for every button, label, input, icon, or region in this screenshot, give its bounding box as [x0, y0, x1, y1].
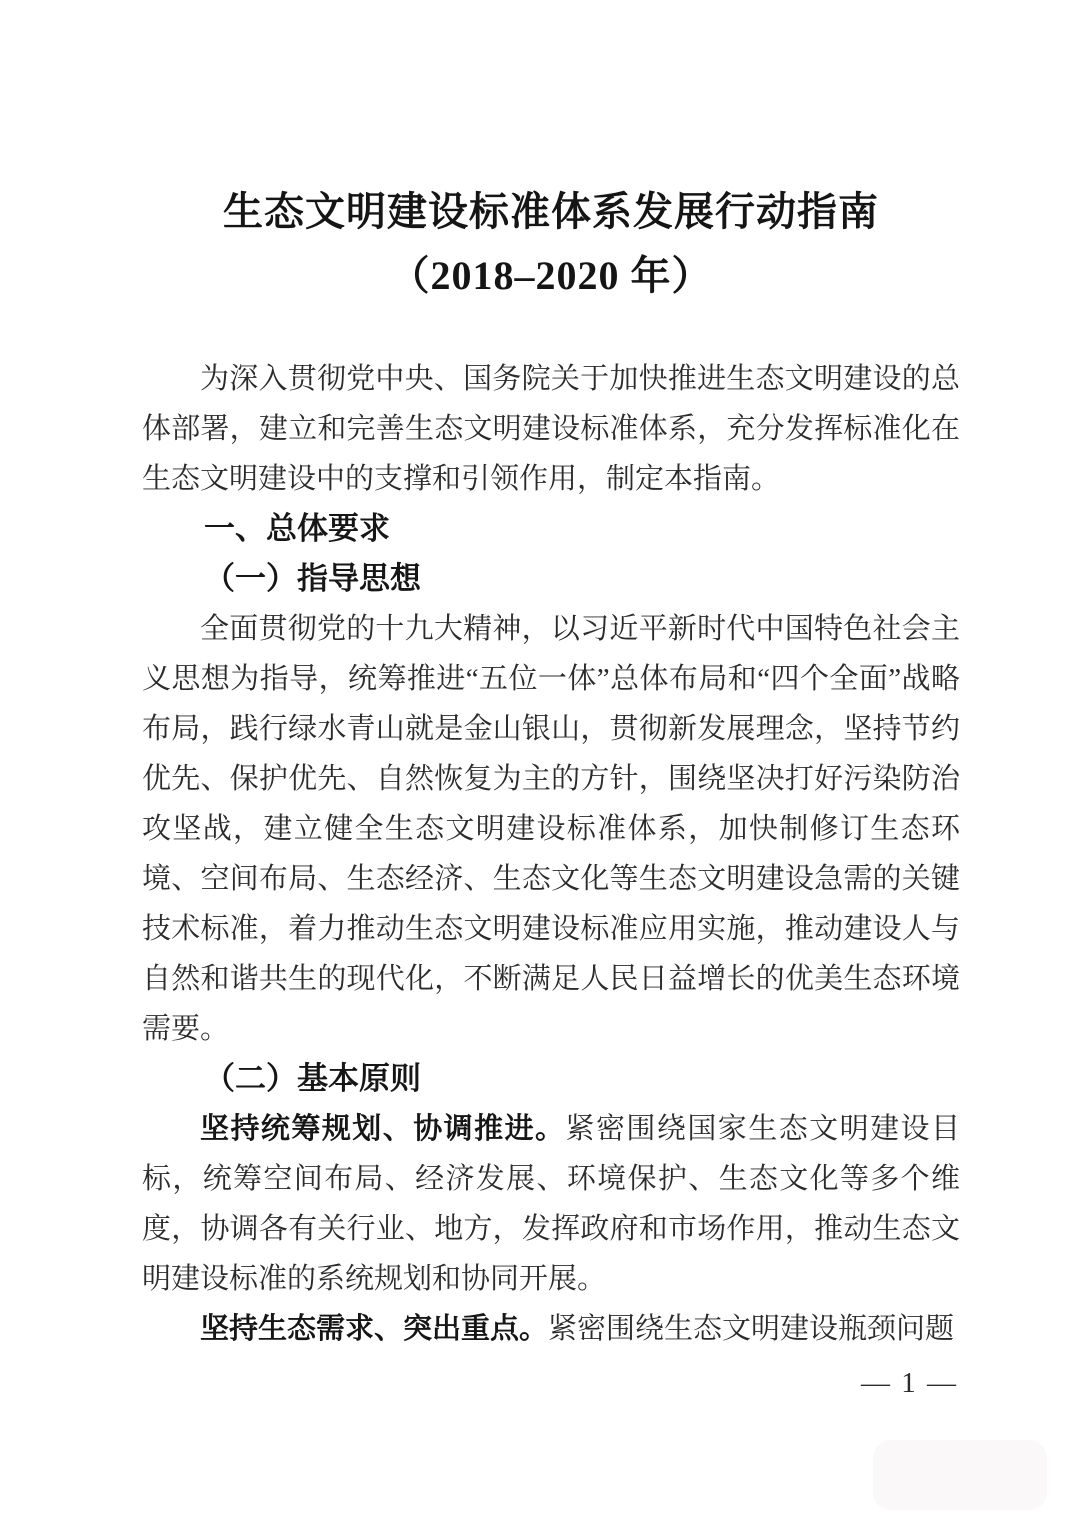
page-number: — 1 — [861, 1367, 958, 1399]
document-header [142, 180, 960, 308]
document-title-line1: 生态文明建设标准体系发展行动指南 [223, 189, 879, 234]
principle-1-text: 紧密围绕国家生态文明建设目标，统筹空间布局、经济发展、环境保护、生态文化等多个维度，协调各有关行业、地方，发挥政府和市场作用，推动生态文明建设标准的系统规划和协同开展。 [142, 1113, 960, 1295]
watermark-shape [873, 1440, 1047, 1510]
principle-2-paragraph [142, 1304, 960, 1354]
principle-2-text: 紧密围绕生态文明建设瓶颈问题 [548, 1313, 955, 1345]
principle-2-lead: 坚持生态需求、突出重点。 [200, 1313, 549, 1345]
document-body [142, 354, 960, 1354]
principle-1-paragraph [142, 1104, 960, 1304]
document-title-line2: （2018–2020 年） [389, 253, 713, 298]
subsection-heading-guiding-ideology: （一）指导思想 [204, 561, 421, 596]
principle-1-lead: 坚持统筹规划、协调推进。 [200, 1113, 566, 1145]
document-content [142, 180, 960, 1354]
intro-paragraph: 为深入贯彻党中央、国务院关于加快推进生态文明建设的总体部署，建立和完善生态文明建设标准体系，充分发挥标准化在生态文明建设中的支撑和引领作用，制定本指南。 [142, 363, 960, 495]
section-heading-overall-requirements: 一、总体要求 [204, 511, 390, 546]
subsection-heading-basic-principles: （二）基本原则 [204, 1061, 421, 1096]
guiding-ideology-paragraph: 全面贯彻党的十九大精神，以习近平新时代中国特色社会主义思想为指导，统筹推进“五位一体”总体布局和“四个全面”战略布局，践行绿水青山就是金山银山，贯彻新发展理念，坚持节约优先、保护优先、自然恢复为主的方针，围绕坚决打好污染防治攻坚战，建立健全生态文明建设标准体系，加快制修订生态环境、空间布局、生态经济、生态文化等生态文明建设急需的关键技术标准，着力推动生态文明建设标准应用实施，推动建设人与自然和谐共生的现代化，不断满足人民日益增长的优美生态环境需要。 [142, 613, 960, 1045]
